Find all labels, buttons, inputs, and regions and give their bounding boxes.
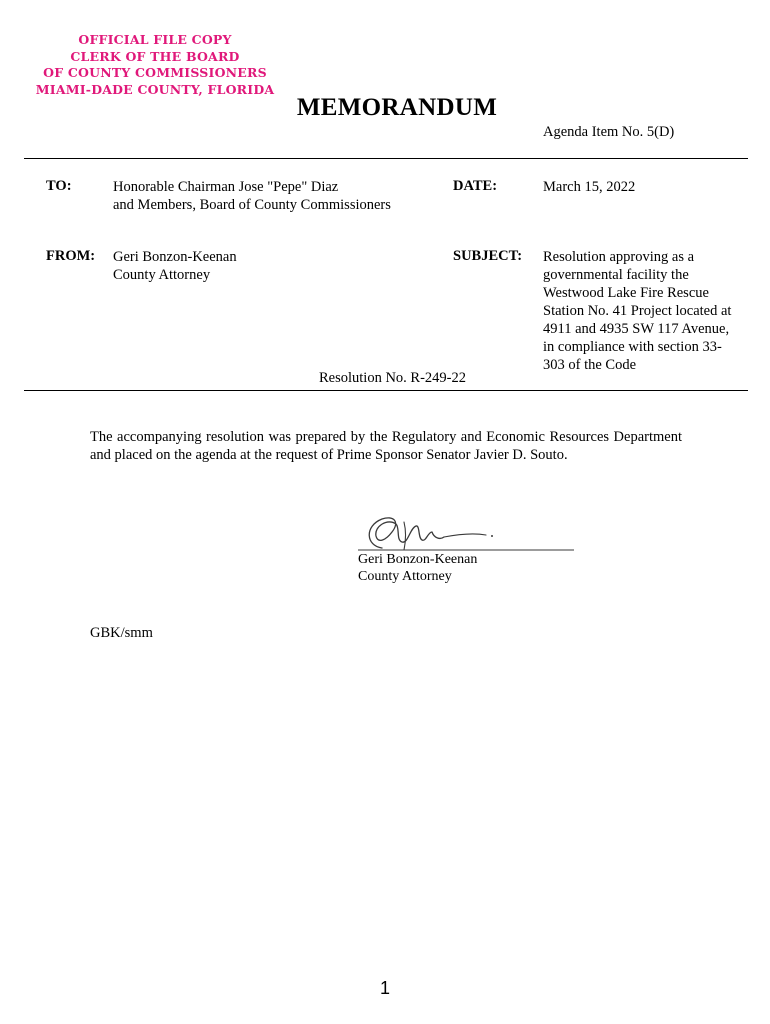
date-value: March 15, 2022 <box>543 179 636 195</box>
to-line: Honorable Chairman Jose "Pepe" Diaz <box>113 179 339 195</box>
from-label: FROM: <box>46 248 96 264</box>
signatory <box>358 551 477 585</box>
to-recipient <box>113 178 391 214</box>
signature-image <box>352 510 582 556</box>
from-line: Geri Bonzon-Keenan <box>113 249 237 265</box>
typist-initials: GBK/smm <box>90 625 153 641</box>
signatory-name: Geri Bonzon-Keenan <box>358 552 478 567</box>
to-label: TO: <box>46 178 72 194</box>
date-label: DATE: <box>453 178 498 194</box>
subject-label: SUBJECT: <box>453 248 523 264</box>
signatory-title: County Attorney <box>358 569 452 584</box>
subject-line: in compliance with section 33- <box>543 339 722 355</box>
subject-line: Westwood Lake Fire Rescue <box>543 285 709 301</box>
subject-line: 303 of the Code <box>543 357 637 373</box>
official-file-copy-stamp <box>30 32 280 98</box>
stamp-line: CLERK OF THE BOARD <box>70 48 240 64</box>
subject-line: Station No. 41 Project located at <box>543 303 732 319</box>
subject-text <box>543 248 731 374</box>
from-sender <box>113 248 237 284</box>
subject-line: Resolution approving as a <box>543 249 695 265</box>
memo-title: MEMORANDUM <box>296 94 498 121</box>
resolution-number: Resolution No. R-249-22 <box>319 370 467 386</box>
stamp-line: OF COUNTY COMMISSIONERS <box>43 65 267 80</box>
page-number: 1 <box>379 978 390 998</box>
header-top-rule <box>24 158 748 159</box>
from-line: County Attorney <box>113 267 211 283</box>
subject-line: governmental facility the <box>543 267 689 283</box>
agenda-item-number: Agenda Item No. 5(D) <box>543 124 675 140</box>
memo-body: The accompanying resolution was prepared by the Regulatory and Economic Resources Department and placed on the agenda at the request of Prime Sponsor Senator Javier D. Souto. <box>90 429 682 463</box>
stamp-line: OFFICIAL FILE COPY <box>78 32 232 47</box>
header-bottom-rule <box>24 390 748 391</box>
to-line: and Members, Board of County Commissioners <box>113 197 391 213</box>
stamp-line: MIAMI-DADE COUNTY, FLORIDA <box>35 81 275 97</box>
subject-line: 4911 and 4935 SW 117 Avenue, <box>543 321 730 337</box>
